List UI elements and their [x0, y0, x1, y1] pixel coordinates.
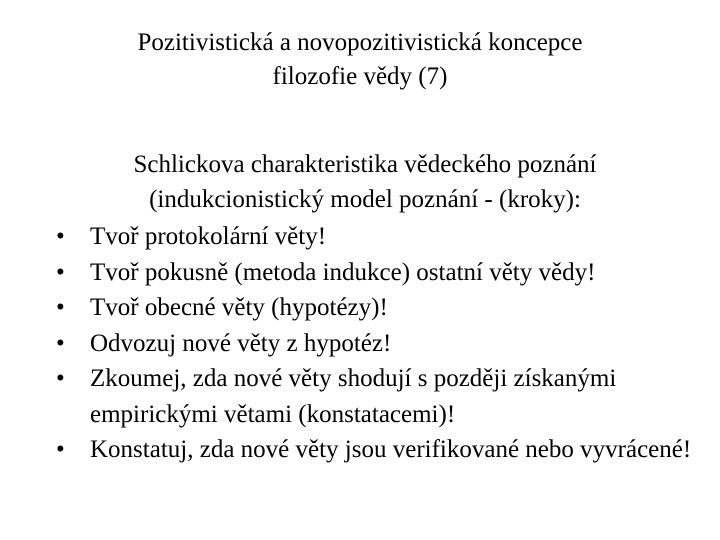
- bullet-icon: •: [56, 436, 65, 463]
- slide-title: [60, 26, 660, 94]
- intro-line-2: (indukcionistický model poznání - (kroky):: [149, 186, 581, 213]
- intro-text: [85, 147, 645, 217]
- bullet-item: [52, 361, 692, 432]
- bullet-icon: •: [56, 329, 65, 357]
- bullet-text: Tvoř obecné věty (hypotézy)!: [90, 294, 388, 321]
- bullet-item: [52, 219, 692, 255]
- bullet-text: Konstatuj, zda nové věty jsou verifikované nebo vyvrácené!: [90, 436, 692, 463]
- bullet-text: Zkoumej, zda nové věty shodují s později získanými empirickými větami (konstatacemi)!: [90, 365, 617, 428]
- intro-line-1: Schlickova charakteristika vědeckého poznání: [133, 151, 597, 178]
- bullet-item: [52, 290, 692, 326]
- title-line-1: Pozitivistická a novopozitivistická koncepce: [137, 29, 583, 56]
- bullet-item: [52, 255, 692, 291]
- bullet-text: Odvozuj nové věty z hypotéz!: [90, 329, 392, 357]
- bullet-list: [52, 219, 692, 468]
- bullet-item: [52, 432, 692, 468]
- bullet-icon: •: [56, 294, 65, 321]
- bullet-icon: •: [56, 365, 65, 392]
- title-line-2: filozofie vědy (7): [272, 63, 448, 90]
- bullet-icon: •: [56, 258, 65, 286]
- bullet-text: Tvoř pokusně (metoda indukce) ostatní věty vědy!: [90, 258, 596, 286]
- bullet-icon: •: [56, 223, 65, 250]
- bullet-text: Tvoř protokolární věty!: [90, 223, 327, 250]
- bullet-item: [52, 326, 692, 362]
